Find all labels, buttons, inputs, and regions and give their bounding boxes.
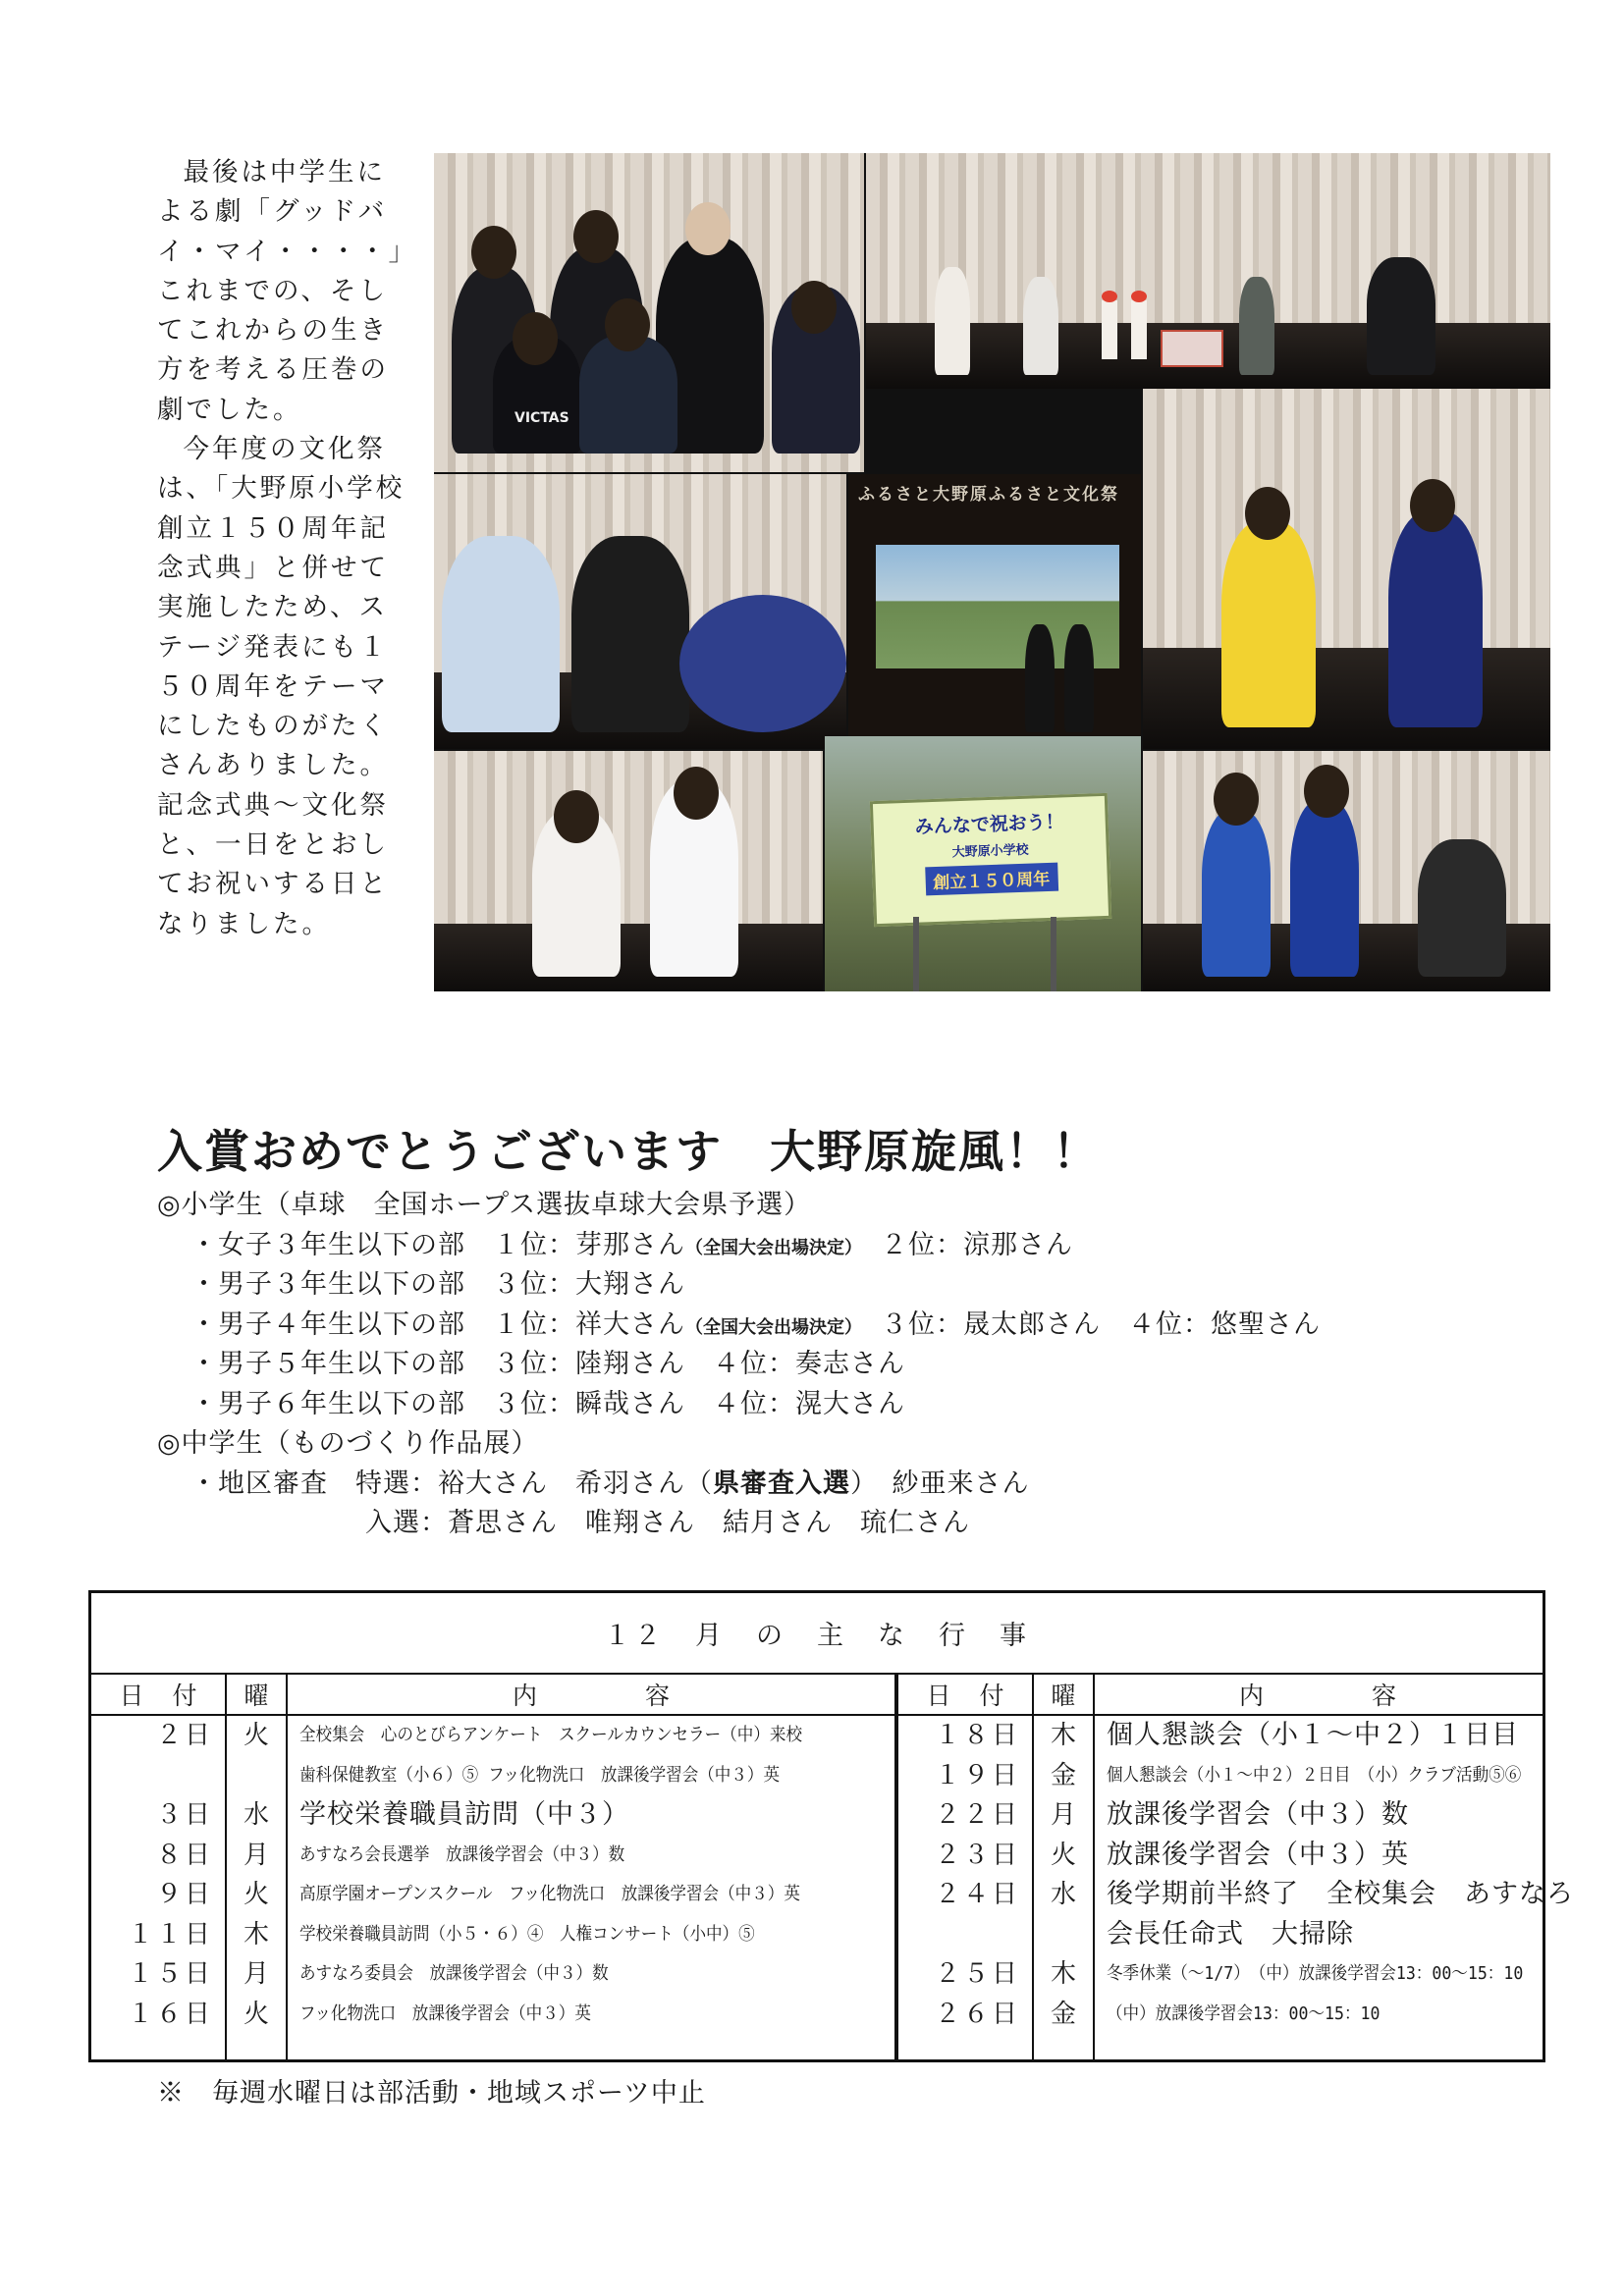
event-content xyxy=(1107,1795,1409,1836)
intro-paragraph: 今年度の文化祭は、「大野原小学校創立１５０周年記念式典」と併せて実施したため、ステージ発表にも１５０周年をテーマにしたものがたくさんありました。記念式典～文化祭と、一日をとおしてお祝いする日となりました。 xyxy=(157,434,406,939)
event-date: ８日 xyxy=(155,1840,213,1870)
award-text: ２位：涼那さん xyxy=(853,1229,1073,1260)
event-weekday: 金 xyxy=(1050,1760,1076,1790)
event-weekday: 火 xyxy=(1050,1840,1076,1870)
photo-students-arms-raised xyxy=(1143,389,1550,749)
event-weekday: 水 xyxy=(243,1800,269,1830)
schedule-title: １２ 月 の 主 な 行 事 xyxy=(91,1593,1543,1675)
event-content xyxy=(1107,1756,1557,1796)
event-content xyxy=(1107,1915,1354,1955)
award-text: ） 紗亜来さん xyxy=(850,1468,1030,1499)
schedule-table xyxy=(88,1590,1574,2062)
award-text: ・男子５年生以下の部 ３位：陸翔さん ４位：奏志さん xyxy=(190,1349,905,1379)
event-text: 学校栄養職員訪問（小５・６）④ 人権コンサート（小中）⑤ xyxy=(299,1923,755,1945)
event-weekday xyxy=(1034,1915,1093,1955)
event-content xyxy=(1107,1836,1409,1876)
event-date: ２５日 xyxy=(934,1959,1020,1989)
award-line xyxy=(157,1385,1321,1425)
award-line xyxy=(157,1306,1321,1346)
event-text: あすなろ委員会 放課後学習会（中３）数 xyxy=(299,1963,609,1984)
event-text: 個人懇談会（小１～中２）２日目 （小）クラブ活動⑤⑥ xyxy=(1107,1764,1522,1786)
photo-candle-stage xyxy=(866,153,1550,389)
award-text: 入選：蒼思さん 唯翔さん 結月さん 琉仁さん xyxy=(365,1508,970,1538)
event-weekday: 月 xyxy=(243,1840,269,1870)
column-divider xyxy=(286,1675,288,2059)
anniversary-sign xyxy=(870,793,1111,927)
header-day: 曜 xyxy=(1034,1675,1095,1716)
sign-line2: 大野原小学校 xyxy=(951,842,1029,861)
event-text: 学校栄養職員訪問（中３） xyxy=(299,1799,629,1830)
header-date: 日 付 xyxy=(898,1675,1034,1716)
award-text: ・男子４年生以下の部 １位：祥大さん xyxy=(190,1308,685,1340)
event-content xyxy=(299,1915,794,1955)
award-text: ◎中学生（ものづくり作品展） xyxy=(157,1428,539,1459)
event-weekday: 月 xyxy=(1050,1800,1076,1830)
event-content xyxy=(1107,1716,1519,1756)
event-content xyxy=(1107,1995,1404,2035)
event-text: 全校集会 心のとびらアンケート スクールカウンセラー（中）来校 xyxy=(299,1725,803,1745)
event-text: 放課後学習会（中３）数 xyxy=(1107,1799,1409,1830)
photo-band-performance xyxy=(1143,751,1550,991)
award-note: （全国大会出場決定） xyxy=(685,1237,853,1258)
column-divider xyxy=(1093,1675,1095,2059)
event-weekday: 木 xyxy=(243,1919,269,1949)
event-date: ２２日 xyxy=(934,1800,1020,1830)
event-content xyxy=(299,1995,617,2035)
award-line xyxy=(157,1345,1321,1385)
sign-line1: みんなで祝おう！ xyxy=(914,811,1065,838)
event-date: ２４日 xyxy=(934,1880,1020,1909)
award-list xyxy=(157,1186,1321,1544)
event-content xyxy=(299,1795,629,1836)
event-date: ２６日 xyxy=(934,1999,1020,2029)
event-text: 放課後学習会（中３）英 xyxy=(1107,1839,1409,1870)
event-date: ２日 xyxy=(155,1721,213,1750)
event-content xyxy=(1107,1954,1559,1995)
award-text: ・女子３年生以下の部 １位：芽那さん xyxy=(190,1229,685,1260)
event-content xyxy=(299,1954,635,1995)
header-content: 内 容 xyxy=(288,1675,896,1716)
event-text: 高原学園オープンスクール フッ化物洗口 放課後学習会（中３）英 xyxy=(299,1884,800,1904)
event-date: １６日 xyxy=(127,1999,213,2029)
event-text: 歯科保健教室（小６）⑤ フッ化物洗口 放課後学習会（中３）英 xyxy=(299,1764,781,1786)
photo-anniversary-sign xyxy=(825,736,1141,991)
event-text: 冬季休業（～1/7） （中）放課後学習会13：00～15：10 xyxy=(1107,1963,1524,1984)
photo-stage-screen xyxy=(848,474,1141,749)
photo-collage xyxy=(434,153,1550,991)
intro-paragraph: 最後は中学生による劇「グッドバイ・マイ・・・・」これまでの、そしてこれからの生き方を考える圧巻の劇でした。 xyxy=(157,157,405,425)
event-text: フッ化物洗口 放課後学習会（中３）英 xyxy=(299,2002,591,2024)
event-date: １９日 xyxy=(934,1760,1020,1790)
award-text: ・男子３年生以下の部 ３位：大翔さん xyxy=(190,1269,685,1300)
event-date xyxy=(898,1915,1034,1955)
event-date: １８日 xyxy=(934,1721,1020,1750)
header-content: 内 容 xyxy=(1095,1675,1543,1716)
event-content xyxy=(299,1756,822,1796)
event-content xyxy=(299,1836,653,1876)
event-content xyxy=(299,1875,843,1915)
award-text: ◎小学生（卓球 全国ホープス選抜卓球大会県予選） xyxy=(157,1190,812,1220)
festival-banner: ふるさと大野原ふるさと文化祭 xyxy=(858,485,1119,505)
event-date: ２３日 xyxy=(934,1840,1020,1870)
event-date: ９日 xyxy=(155,1880,213,1909)
event-date xyxy=(91,1756,227,1796)
event-text: 後学期前半終了 全校集会 あすなろ xyxy=(1107,1879,1574,1909)
award-text: ３位：晟太郎さん ４位：悠聖さん xyxy=(853,1308,1321,1340)
award-text: ・男子６年生以下の部 ３位：瞬哉さん ４位：滉大さん xyxy=(190,1388,905,1419)
event-date: １１日 xyxy=(127,1919,213,1949)
event-weekday: 火 xyxy=(243,1721,269,1750)
shirt-text: VICTAS xyxy=(514,410,569,426)
award-highlight: 県審査入選 xyxy=(713,1468,850,1499)
event-text: （中）放課後学習会13：00～15：10 xyxy=(1107,2002,1380,2024)
event-text: 個人懇談会（小１～中２）１日目 xyxy=(1107,1720,1519,1750)
award-line xyxy=(157,1504,1321,1544)
event-weekday: 火 xyxy=(243,1880,269,1909)
event-content xyxy=(1107,1875,1574,1915)
photo-students-singing xyxy=(434,153,864,472)
header-day: 曜 xyxy=(227,1675,288,1716)
event-weekday: 金 xyxy=(1050,1999,1076,2029)
event-date: １５日 xyxy=(127,1959,213,1989)
event-weekday: 月 xyxy=(243,1959,269,1989)
footnote: ※ 毎週水曜日は部活動・地域スポーツ中止 xyxy=(157,2078,706,2109)
award-text: ・地区審査 特選：裕大さん 希羽さん（ xyxy=(190,1468,713,1499)
intro-text xyxy=(157,153,414,944)
event-content xyxy=(299,1716,846,1756)
event-weekday: 水 xyxy=(1050,1880,1076,1909)
award-title: 入賞おめでとうございます 大野原旋風！！ xyxy=(157,1125,1100,1178)
award-line xyxy=(157,1465,1321,1505)
award-line xyxy=(157,1226,1321,1266)
event-weekday: 火 xyxy=(243,1999,269,2029)
event-text: 会長任命式 大掃除 xyxy=(1107,1918,1354,1949)
award-line xyxy=(157,1186,1321,1226)
award-line xyxy=(157,1265,1321,1306)
photo-white-outfits xyxy=(434,751,823,991)
event-weekday: 木 xyxy=(1050,1721,1076,1750)
event-weekday xyxy=(227,1756,286,1796)
sign-line3: 創立１５０周年 xyxy=(925,863,1058,896)
header-date: 日 付 xyxy=(91,1675,227,1716)
event-weekday: 木 xyxy=(1050,1959,1076,1989)
award-note: （全国大会出場決定） xyxy=(685,1316,853,1338)
award-line xyxy=(157,1424,1321,1465)
event-text: あすなろ会長選挙 放課後学習会（中３）数 xyxy=(299,1843,625,1865)
event-date: ３日 xyxy=(155,1800,213,1830)
photo-costume-play xyxy=(434,474,846,749)
